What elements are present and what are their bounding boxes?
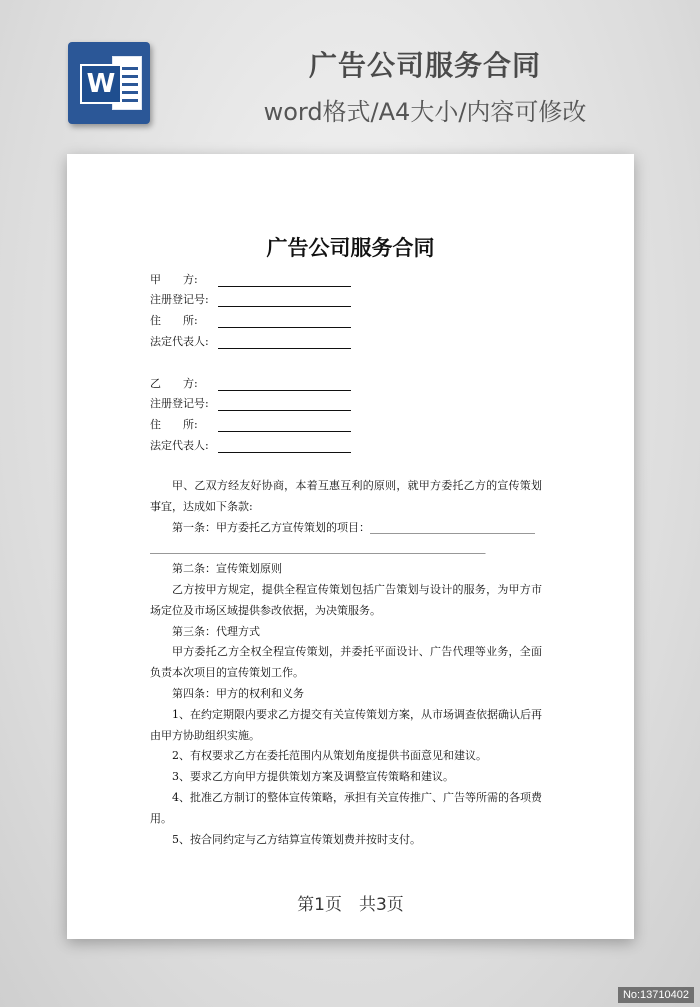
blank-line — [218, 294, 351, 307]
blank-line — [218, 336, 351, 349]
contract-body — [150, 476, 542, 850]
contract-paragraph: 4、批准乙方制订的整体宣传策略，承担有关宣传推广、广告等所需的各项费用。 — [150, 790, 542, 825]
party-a-row — [150, 266, 351, 287]
contract-paragraph: 第二条：宣传策划原则 — [172, 562, 282, 576]
field-label: 法定代表人: — [150, 438, 209, 452]
contract-paragraph: 2、有权要求乙方在委托范围内从策划角度提供书面意见和建议。 — [172, 749, 487, 763]
document-title: 广告公司服务合同 — [266, 236, 435, 260]
word-icon-letter: W — [80, 64, 122, 104]
contract-paragraph: 5、按合同约定与乙方结算宣传策划费并按时支付。 — [172, 832, 421, 846]
contract-paragraph: 第一条：甲方委托乙方宣传策划的项目：______________________________ — [172, 520, 535, 534]
party-b-row — [150, 370, 351, 391]
header-title: 广告公司服务合同 — [308, 49, 541, 82]
contract-paragraph: 甲、乙双方经友好协商，本着互惠互利的原则，就甲方委托乙方的宣传策划事宜，达成如下条款: — [150, 479, 542, 513]
word-app-icon — [68, 42, 150, 124]
blank-line — [218, 378, 351, 391]
field-label: 乙 方: — [150, 376, 198, 390]
blank-line — [218, 398, 351, 411]
blank-line — [218, 440, 351, 453]
party-b-row — [150, 432, 351, 453]
field-label: 住 所: — [150, 418, 198, 432]
field-label: 住 所: — [150, 314, 198, 328]
party-a-row — [150, 287, 351, 308]
field-label: 法定代表人: — [150, 334, 209, 348]
contract-paragraph: 甲方委托乙方全权全程宣传策划，并委托平面设计、广告代理等业务，全面负责本次项目的宣传策划工作。 — [150, 645, 542, 680]
field-label: 注册登记号: — [150, 293, 209, 307]
party-b-row — [150, 411, 351, 432]
field-label: 注册登记号: — [150, 397, 209, 411]
party-a-block — [150, 266, 351, 349]
contract-paragraph: 第四条：甲方的权利和义务 — [172, 686, 304, 700]
party-b-row — [150, 391, 351, 412]
contract-paragraph: 1、在约定期限内要求乙方提交有关宣传策划方案，从市场调查依据确认后再由甲方协助组织实施。 — [150, 707, 542, 742]
party-a-row — [150, 307, 351, 328]
party-a-row — [150, 328, 351, 349]
image-number: No:13710402 — [618, 987, 694, 1003]
document-page — [67, 154, 634, 939]
blank-line — [218, 315, 351, 328]
blank-line — [218, 274, 351, 287]
page-footer: 第1页 共3页 — [297, 895, 404, 915]
header-subtitle: word格式/A4大小/内容可修改 — [263, 98, 587, 126]
contract-paragraph: 第三条：代理方式 — [172, 624, 260, 638]
field-label: 甲 方: — [150, 272, 198, 286]
contract-paragraph: _____________________________________________________________ — [150, 541, 486, 555]
party-b-block — [150, 370, 351, 453]
blank-line — [218, 419, 351, 432]
contract-paragraph: 3、要求乙方向甲方提供策划方案及调整宣传策略和建议。 — [172, 770, 454, 784]
contract-paragraph: 乙方按甲方规定，提供全程宣传策划包括广告策划与设计的服务，为甲方市场定位及市场区域提供参改依据，为决策服务。 — [150, 582, 542, 617]
